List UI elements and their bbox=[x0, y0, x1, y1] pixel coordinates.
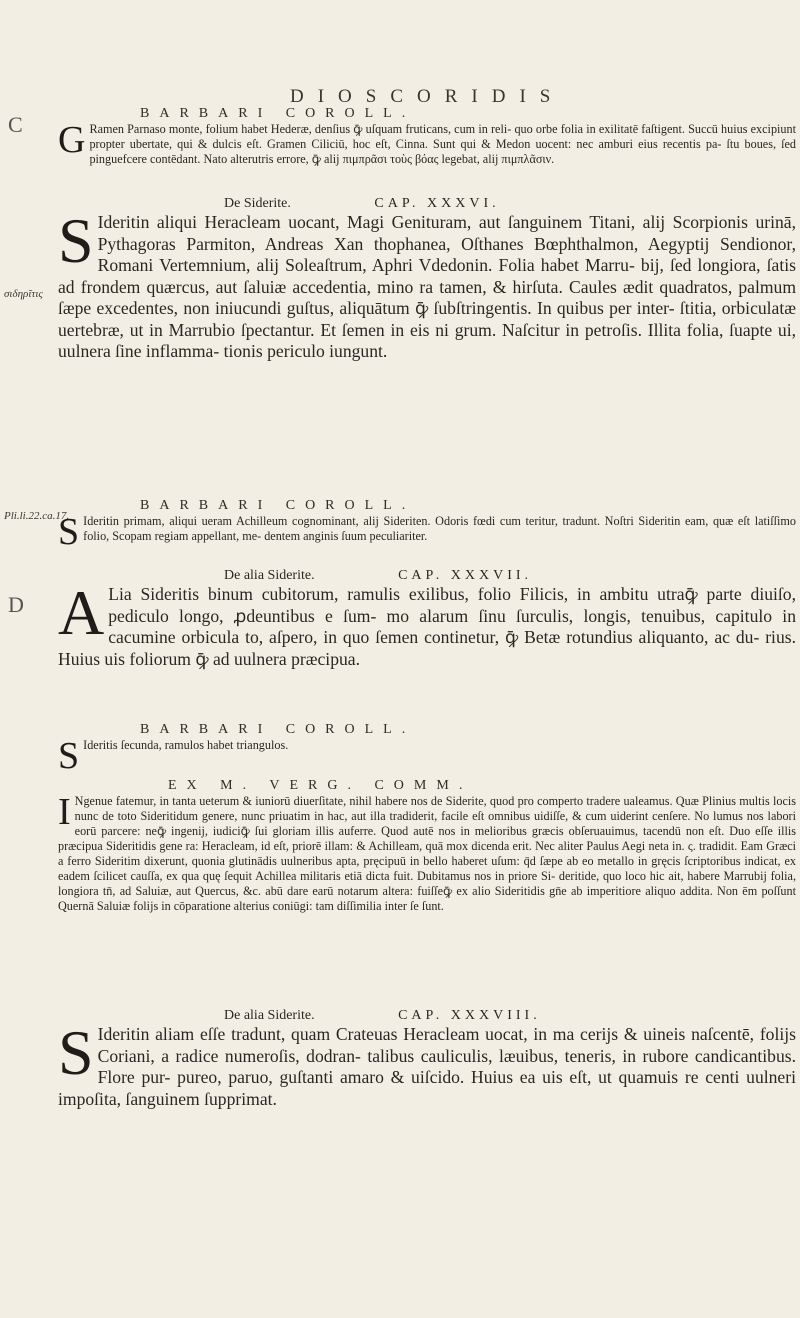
drop-cap: A bbox=[58, 577, 105, 648]
block-coroll-3 bbox=[58, 722, 796, 777]
chapter-title: De alia Siderite. bbox=[224, 568, 315, 583]
block-commentary bbox=[58, 778, 796, 914]
section-heading: BARBARI COROLL. bbox=[140, 722, 416, 737]
block-coroll-1 bbox=[58, 106, 796, 167]
chapter-number: CAP. XXXVI. bbox=[374, 196, 500, 211]
margin-note-pliny: Pli.li.22.ca.17. bbox=[4, 510, 70, 522]
margin-note-greek: σιδηρῖτις bbox=[4, 288, 43, 300]
paragraph-text: Ideritin aliam eſſe tradunt, quam Crateuas Heracleam uocat, in ma cerijs & uineis naſcentē, folijs Coriani, a radice numeroſis, dodran- talibus cauliculis, læuibus, teneris, in rubore candicantibus. Flore pur- pureo, paruo, guſtanti amaro & uiſcido. Huius ea uis eſt, ut quamuis re centi uulneri impoſita, ſanguinem ſupprimat. bbox=[58, 1024, 796, 1109]
chapter-38 bbox=[58, 1008, 796, 1110]
drop-cap: S bbox=[58, 735, 80, 777]
paragraph bbox=[58, 511, 796, 553]
section-heading: EX M. VERG. COMM. bbox=[168, 778, 473, 793]
chapter-title-line bbox=[58, 1008, 796, 1024]
paragraph-text: Ngenue fatemur, in tanta ueterum & iuniorū diuerſitate, nihil habere nos de Siderite, quod pro comperto tradere ualeamus. Quæ Plinius multis locis nunc de toto Sideritidum genere, nunc priuatim in hac, aut illa tradiderit, facile eſt omnibus uidiſſe, & cum uiderint cenſere. No lumus nos labori eorū parcere: neꝙ̄ ingenij, iudiciꝙ̄ ſui gloriam illis auferre. Quod autē nos in melioribus græcis obſeruauimus, tacendū non eſt. Duo eſſe illis præcipua Sideritidis gene ra: Heracleam, id eſt, priorē illam: & Achilleam, quā mox dicenda erit. Nec aliter Paulus Aegi neta in. ς. tradidit. Eam Græci a ferro Sideritim dixerunt, quonia glutinādis uulneribus apta, pręcipuū in bello haberet uſum: q̄d ſæpe ab eo metallo in gręcis ſcriptoribus indicat, ex eadem ſcilicet cauſſa, ex qua quę ſequit Achillea militaris etiā dicta fuit. Dubitamus nos in priore Si- deritide, quo loco hic ait, habere Marrubij folia, longiora tn̄, ad Saluiæ, aut Quercus, &c. abū dare earū notarum altera: fuiſſeꝙ̄ ex alio Sideritidis gn̄e ab imperitiore aliquo addita. Non ēm poſſunt Quernā Saluiæ folijs in cōparatione alterius coniūgi: tam diſſimilia inter ſe ſunt. bbox=[58, 794, 796, 913]
paragraph bbox=[58, 791, 796, 914]
chapter-37 bbox=[58, 568, 796, 670]
chapter-title: De Siderite. bbox=[224, 196, 291, 211]
block-coroll-2 bbox=[58, 498, 796, 553]
paragraph-text: Ideritin primam, aliqui ueram Achilleum cognominant, alij Sideriten. Odoris fœdi cum teritur, tradunt. Noſtri Sideritin eam, quæ eſt latiſſimo folio, Scopam regiam appellant, me- dentem anginis ſuum peculiariter. bbox=[83, 514, 796, 543]
margin-letter-c: C bbox=[8, 112, 23, 137]
paragraph-text: Ramen Parnaso monte, folium habet Hederæ, denſius ꝙ̄ uſquam fruticans, cum in reli- quo orbe folia in exilitatē faſtigent. Succū huius excipiunt propter ubertate, qui & dulcis eſt. Gramen Ciliciū, hoc eſt, Cinna. Sunt qui & Medon uocent: nec amburi eius recentis pa- ſtu boues, ſed pinguefcere contēdant. Nato alterutris errore, ꝙ̄ alij πιμπρᾶσι τοὺς βόας legebat, alij πιμπλᾶσιν. bbox=[89, 122, 796, 166]
paragraph-text: Ideritis ſecunda, ramulos habet triangulos. bbox=[83, 738, 289, 752]
paragraph bbox=[58, 119, 796, 167]
chapter-number: CAP. XXXVIII. bbox=[398, 1008, 541, 1023]
paragraph bbox=[58, 1017, 796, 1110]
chapter-36 bbox=[58, 196, 796, 363]
paragraph bbox=[58, 577, 796, 670]
drop-cap: I bbox=[58, 791, 71, 833]
chapter-number: CAP. XXXVII. bbox=[398, 568, 533, 583]
paragraph bbox=[58, 735, 796, 777]
paragraph-text: Ideritin aliqui Heracleam uocant, Magi Genituram, aut ſanguinem Titani, alij Scorpionis urinā, Pythagoras Parmiton, Andreas Xan thophanea, Oſthanes Bœphthalmon, Aegyptij Sendionor, Romani Vertemnium, alij Soleaſtrum, Aphri Vdedonin. Folia habet Marru- bij, ſed longiora, ſatis ad frondem quærcus, aut ſaluiæ accedentia, mino ra tamen, & hirſuta. Caules ædit quadratos, palmum ſæpe excedentes, non iniucundi guſtus, aliquātum ꝙ̄ ſubſtringentis. In quibus per inter- ſtitia, orbiculatæ uertebræ, ut in Marrubio ſpectantur. Et ſemen in eis ni grum. Naſcitur in petroſis. Illita folia, ſuapte ui, uulnera ſine inflamma- tionis periculo iungunt. bbox=[58, 212, 796, 361]
chapter-title: De alia Siderite. bbox=[224, 1008, 315, 1023]
running-head: DIOSCORIDIS bbox=[290, 86, 565, 107]
section-heading: BARBARI COROLL. bbox=[140, 106, 416, 121]
drop-cap: S bbox=[58, 1017, 94, 1088]
paragraph-text: Lia Sideritis binum cubitorum, ramulis exilibus, folio Filicis, in ambitu utraꝙ̄ parte diuiſo, pediculo longo, ꝓdeuntibus e ſum- mo alarum ſinu ſurculis, longis, tenuibus, capitulo in cacumine orbicula to, aſpero, in quo ſemen continetur, ꝙ̄ Betæ rotundius aliquanto, ac du- rius. Huius uis foliorum ꝙ̄ ad uulnera præcipua. bbox=[58, 584, 796, 669]
drop-cap: S bbox=[58, 205, 94, 276]
paragraph bbox=[58, 205, 796, 363]
margin-letter-d: D bbox=[8, 592, 24, 617]
drop-cap: S bbox=[58, 511, 80, 553]
chapter-title-line bbox=[58, 568, 796, 584]
drop-cap: G bbox=[58, 119, 86, 161]
section-heading: BARBARI COROLL. bbox=[140, 498, 416, 513]
chapter-title-line bbox=[58, 196, 796, 212]
